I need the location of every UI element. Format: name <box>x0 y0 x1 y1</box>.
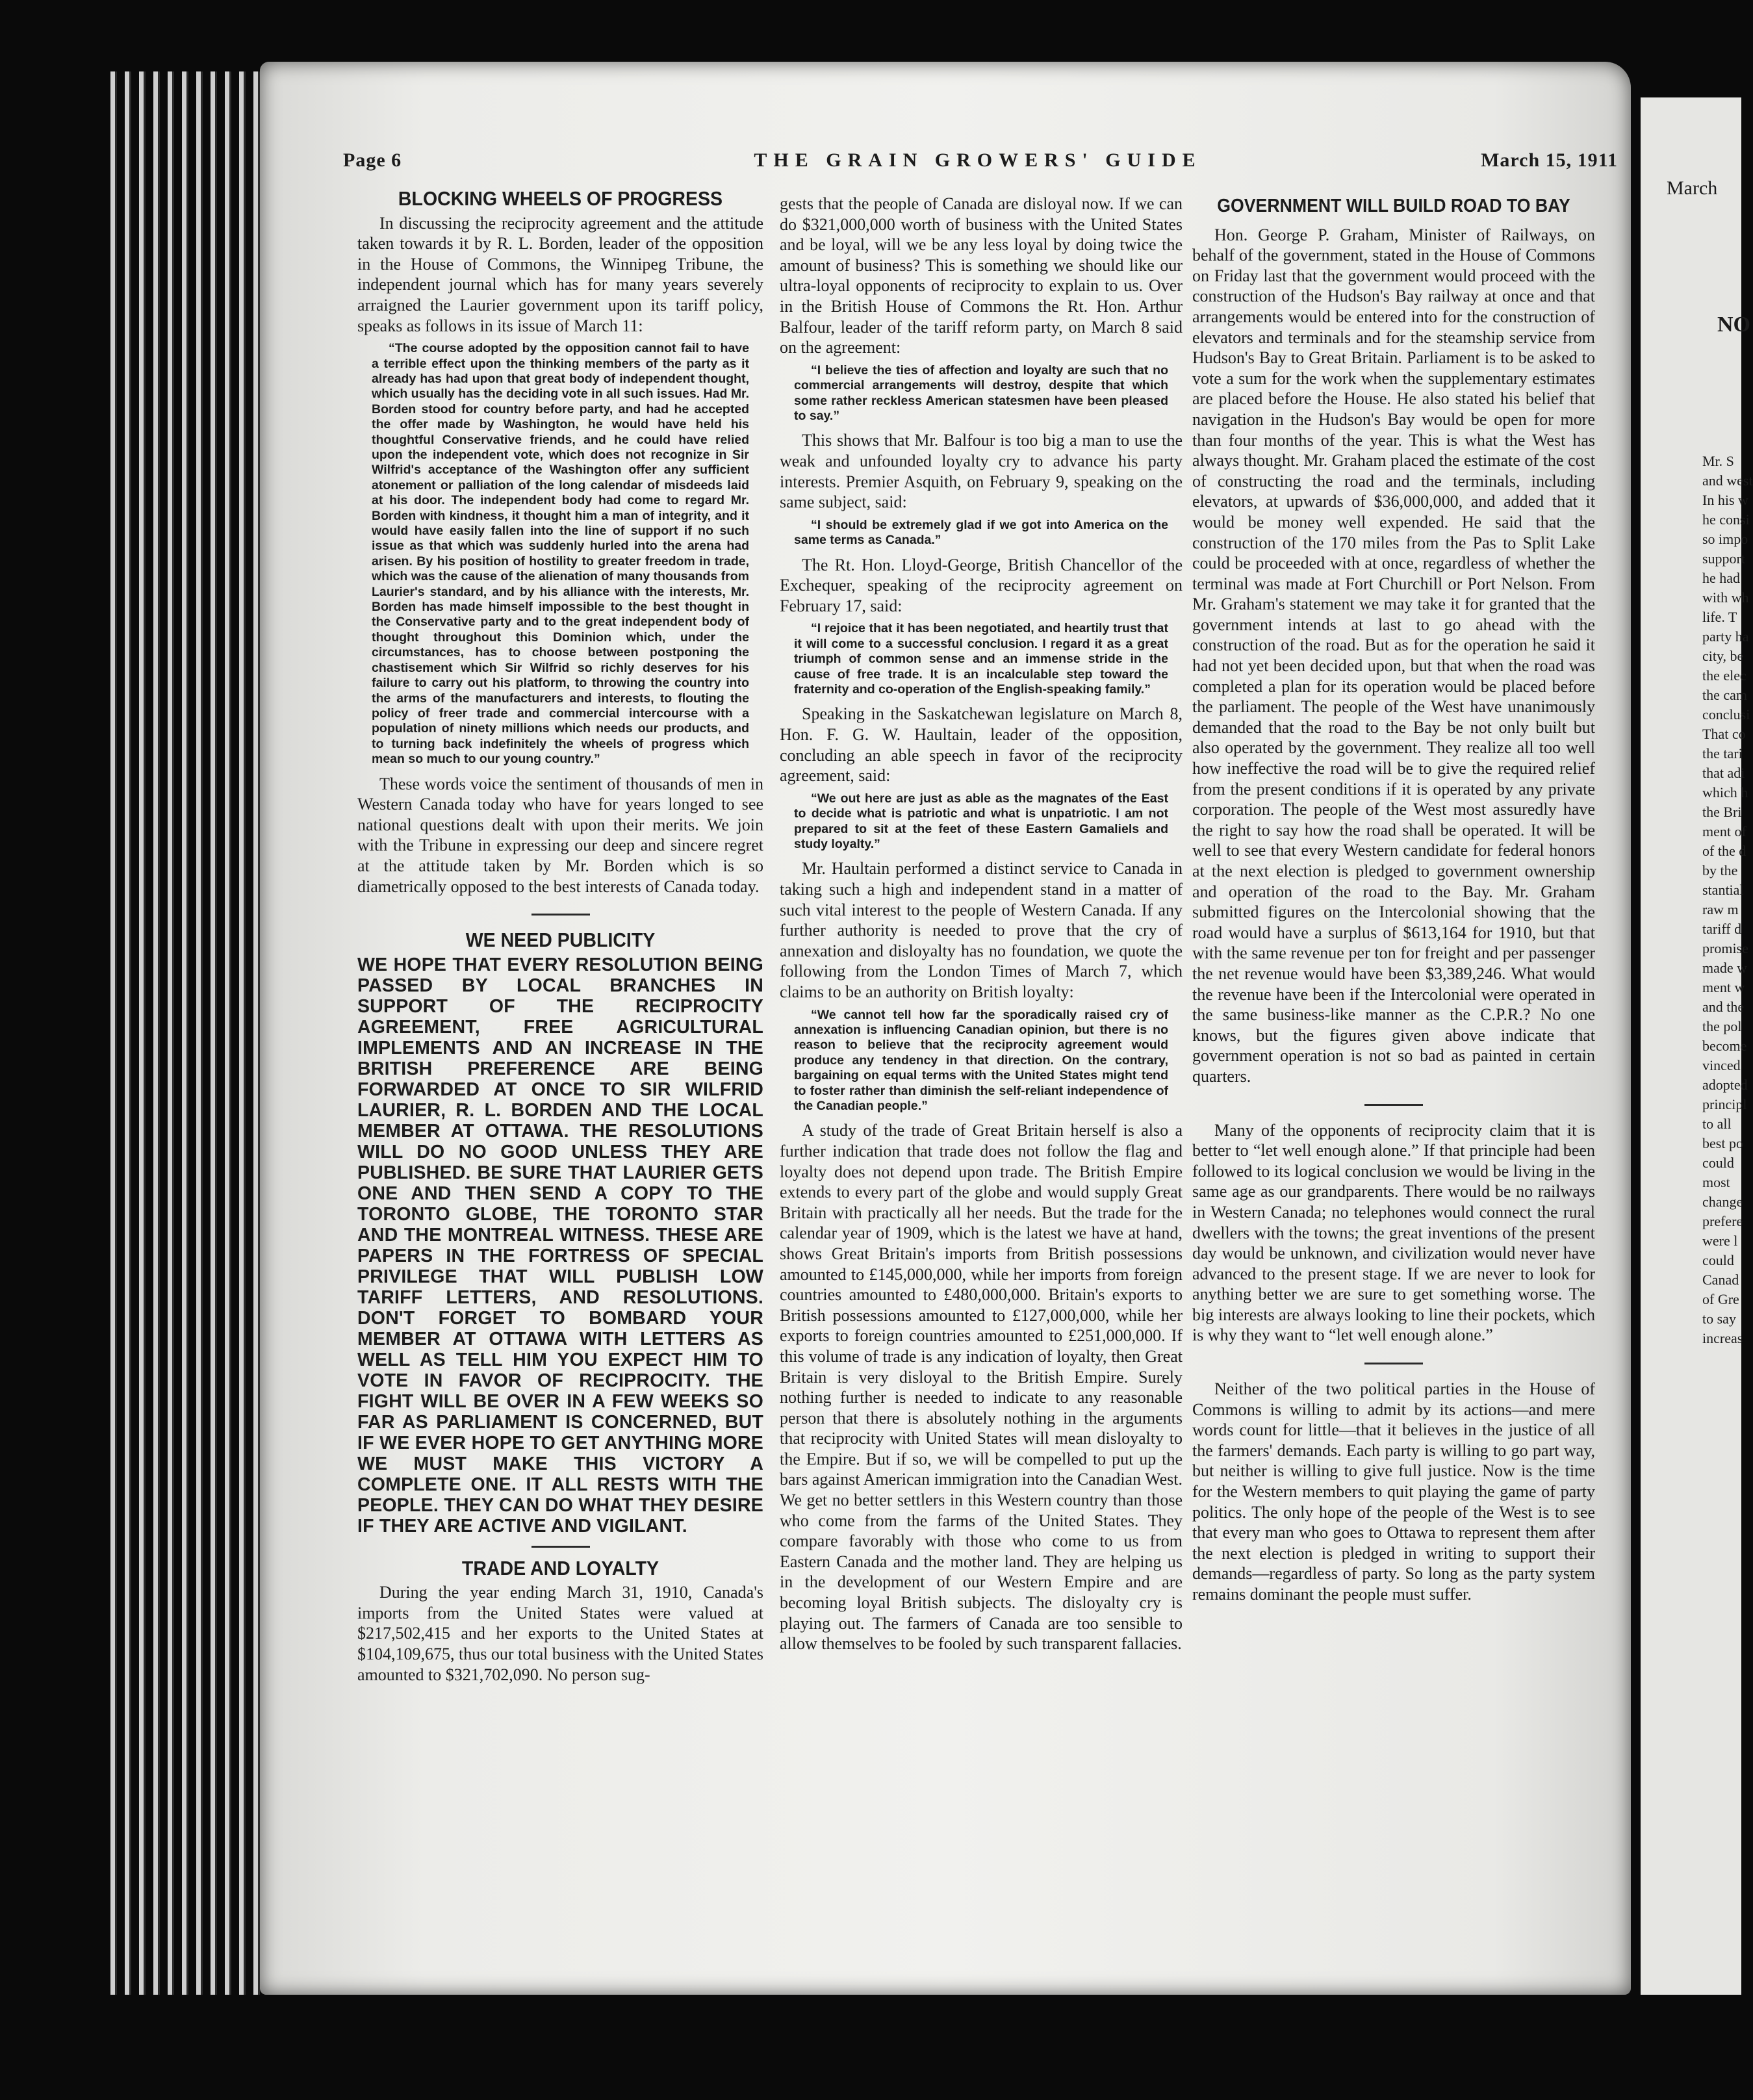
next-page-fragment: could <box>1702 1252 1734 1268</box>
let-well-alone-paragraph: Many of the opponents of reciprocity claim that it is better to “let well enough alone.” If that principle had been followed to its logical conclusion we would be living in the same age as our grandparents. There would be no railways in Western Canada; no telephones would connect the rural dwellers with the towns; the great inventions of the present day would be unknown, and civilization would never have advanced to the present stage. If we are never to look for anything better we are sure to get something worse. The big interests are always looking to line their pockets, which is why they want to “let well enough alone.” <box>1192 1120 1595 1345</box>
next-page-fragment: by the <box>1702 862 1738 878</box>
page-header <box>338 149 1618 175</box>
haultain-quote: “We out here are just as able as the magnates of the East to decide what is patriotic and what is unpatriotic. I am not prepared to sit at the feet of these Eastern Gamaliels and study loyalty.” <box>794 791 1168 851</box>
next-page-fragment: That co <box>1702 726 1746 742</box>
party-system-paragraph: Neither of the two political parties in the House of Commons is willing to admit by its actions—and mere words count for little—that it believes in the justice of all the farmers' demands. Each party is willing to go part way, but neither is willing to give full justice. Now is the time for the Western members to quit playing the game of party politics. The only hope of the people of the West is to see that every man who goes to Ottawa to represent them after the next election is pledged in writing to support their demands—regardless of party. So long as the party system remains dominant the people must suffer. <box>1192 1379 1595 1604</box>
next-page-fragment: could <box>1702 1155 1734 1171</box>
column-1 <box>357 188 763 1690</box>
next-page-fragment: ment w <box>1702 979 1745 995</box>
next-page-fragment: of Gre <box>1702 1291 1739 1307</box>
next-page-fragment: Canad <box>1702 1272 1739 1288</box>
next-page-fragment: ment of <box>1702 823 1747 839</box>
divider <box>1364 1104 1423 1106</box>
next-page-fragment: of the d <box>1702 843 1747 859</box>
next-page-fragment: so impo <box>1702 531 1748 547</box>
article-title-trade: TRADE AND LOYALTY <box>461 1556 659 1580</box>
next-page-header: March <box>1667 177 1718 199</box>
balfour-quote: “I believe the ties of affection and loyalty are such that no commercial arrangements will destroy, despite that which some rather reckless American statesmen have been pleased to say.” <box>794 363 1168 423</box>
next-page-fragment: the tari <box>1702 745 1743 762</box>
next-page-fragment: stantial <box>1702 882 1744 898</box>
next-page-fragment: best po <box>1702 1135 1743 1151</box>
next-page-fragment: prefere <box>1702 1213 1743 1229</box>
blocking-intro: In discussing the reciprocity agreement and the attitude taken towards it by R. L. Borden, leader of the opposition in the House of Commons, the Winnipeg Tribune, the independent journal which has for many years severely arraigned the Laurier government upon its tariff policy, speaks as follows in its issue of March 11: <box>357 213 763 335</box>
next-page-fragment: Mr. S <box>1702 453 1734 469</box>
london-times-quote: “We cannot tell how far the sporadically raised cry of annexation is influencing Canadian opinion, but there is no reason to believe that the reciprocity agreement would produce any tendency in that direction. On the contrary, bargaining on equal terms with the United States might tend to foster rather than diminish the self-reliant independence of the Canadian people.” <box>794 1007 1168 1113</box>
next-page-fragment: increas <box>1702 1330 1743 1346</box>
haultain-comment: Mr. Haultain performed a distinct service to Canada in taking such a high and independent stand in a matter of such vital interest to the people of Western Canada. If any further authority is needed to prove that the cry of annexation and disloyalty has no foundation, we quote the following from the London Times of March 7, which claims to be an authority on British loyalty: <box>780 859 1183 1001</box>
next-page-fragment: to all <box>1702 1116 1732 1132</box>
british-trade-paragraph: A study of the trade of Great Britain herself is also a further indication that trade does not follow the flag and loyalty does not depend upon trade. The British Empire extends to every part of the globe and would supply Great Britain with practically all her needs. But the trade for the calendar year of 1909, which is the latest we have at hand, shows Great Britain's imports from British possessions amounted to £145,000,000, while her imports from foreign countries amounted to £480,000,000. Britain's exports to British possessions amounted to £127,000,000, while her exports to foreign countries amounted to £251,000,000. If this volume of trade is any indication of loyalty, then Great Britain is very disloyal to the British Empire. Surely nothing further is needed to indicate to any reasonable person that there is absolutely nothing in the arguments that reciprocity with United States will mean disloyalty to the Empire. But if so, we will be compelled to put up the bars against American immigration into the Canadian West. We get no better settlers in this Western country than those who come from the farms of the United States. They compare favorably with those who come to us from Eastern Canada and the mother land. They are helping us in the development of our Western Empire and are becoming loyal British subjects. The disloyalty cry is playing out. The farmers of Canada are too sensible to allow themselves to be fooled by such transparent fallacies. <box>780 1121 1183 1654</box>
column-2 <box>780 194 1183 1659</box>
lloyd-george-quote: “I rejoice that it has been negotiated, and heartily trust that it will come to a successful conclusion. I regard it as a great triumph of common sense and an immense stride in the cause of free trade. It is an incalculable step toward the fraternity and co-operation of the English-speaking family.” <box>794 621 1168 697</box>
publicity-body: WE HOPE THAT EVERY RESOLUTION BEING PASSED BY LOCAL BRANCHES IN SUPPORT OF THE RECIPROCITY AGREEMENT, FREE AGRICULTURAL IMPLEMENTS AND AN INCREASE IN THE BRITISH PREFERENCE ARE BEING FORWARDED AT ONCE TO SIR WILFRID LAURIER, R. L. BORDEN AND THE LOCAL MEMBER AT OTTAWA. THE RESOLUTIONS WILL DO NO GOOD UNLESS THEY ARE PUBLISHED. BE SURE THAT LAURIER GETS ONE AND THEN SEND A COPY TO THE TORONTO GLOBE, THE TORONTO STAR AND THE MONTREAL WITNESS. THESE ARE PAPERS IN THE FORTRESS OF SPECIAL PRIVILEGE THAT WILL PUBLISH LOW TARIFF LETTERS, AND RESOLUTIONS. DON'T FORGET TO BOMBARD YOUR MEMBER AT OTTAWA WITH LETTERS AS WELL AS TELL HIM YOU EXPECT HIM TO VOTE IN FAVOR OF RECIPROCITY. THE FIGHT WILL BE OVER IN A FEW WEEKS SO FAR AS PARLIAMENT IS CONCERNED, BUT IF WE EVER HOPE TO GET ANYTHING MORE WE MUST MAKE THIS VICTORY A COMPLETE ONE. IT ALL RESTS WITH THE PEOPLE. THEY CAN DO WHAT THEY DESIRE IF THEY ARE ACTIVE AND VIGILANT. <box>357 954 763 1537</box>
next-page-fragment: the elec <box>1702 667 1747 684</box>
next-page-text-fragments <box>1641 335 1753 1348</box>
next-page-fragment: party ha <box>1702 628 1749 645</box>
trade-body: During the year ending March 31, 1910, Canada's imports from the United States were valued at $217,502,415 and her exports to the United States at $104,109,675, thus our total business with the United States amounted to $321,702,090. No person sug- <box>357 1583 763 1684</box>
page-number: Page 6 <box>343 149 402 171</box>
next-page-fragment: the cam <box>1702 687 1748 703</box>
next-page-fragment: tariff d <box>1702 921 1742 937</box>
article-title-publicity: WE NEED PUBLICITY <box>465 928 656 952</box>
masthead: THE GRAIN GROWERS' GUIDE <box>754 149 1202 171</box>
next-page-fragment: were l <box>1702 1233 1738 1249</box>
next-page-fragment: vinced <box>1702 1057 1741 1073</box>
divider <box>1364 1363 1423 1364</box>
road-body: Hon. George P. Graham, Minister of Railways, on behalf of the government, stated in the House of Commons on Friday last that the government would proceed with the construction of the Hudson's Bay railway at once and that arrangements would be entered into for the construction of elevators and terminals and for the steamship service from Hudson's Bay to Great Britain. Parliament is to be asked to vote a sum for the work when the supplementary estimates are placed before the House. He also stated his belief that navigation in the Hudson's Bay would be open for more than four months of the year. This is what the West has always thought. Mr. Graham placed the estimate of the cost of constructing the road and the terminals, including elevators, at upwards of $36,000,000, and added that it would be money well expended. He said that the construction of the 170 miles from the Pas to Split Lake could be proceeded with at once, regardless of whether the terminal was made at Fort Churchill or Port Nelson. From Mr. Graham's statement we may take it for granted that the government intends at last to go ahead with the construction of the road. But as for the operation he said it had not yet been decided upon, but that when the road was completed a plan for its operation would be placed before the parliament. The people of the West have unanimously demanded that the road to the Bay be not only built but also operated by the government. They realize all too well how ineffective the road will be to give the required relief from the present conditions if it is operated by any private corporation. The people of the West most assuredly have the right to say how the road shall be operated. It will be well to see that every Western candidate for federal honors at the next election is pledged to government ownership and operation of the road to the Bay. Mr. Graham submitted figures on the Intercolonial showing that the road would have a surplus of $613,164 for 1910, but that with the same revenue per ton for freight and per passenger the net revenue would have been $3,389,246. What would the revenue have been if the Intercolonial were operated in the same business-like manner as the C.P.R.? No one knows, but the figures given above indicate that government operation is not so bad as painted in certain quarters. <box>1192 225 1595 1086</box>
next-page-fragment: with wh <box>1702 589 1749 606</box>
next-page-fragment: to say <box>1702 1311 1736 1327</box>
next-page-edge <box>1641 97 1753 1995</box>
trade-continued: gests that the people of Canada are disloyal now. If we can do $321,000,000 worth of business with the United States and be loyal, will we be any less loyal by doing twice the amount of business? This is something we should like our ultra-loyal opponents of reciprocity to explain to us. Over in the British House of Commons the Rt. Hon. Arthur Balfour, leader of the tariff reform party, on March 8 said on the agreement: <box>780 194 1183 357</box>
next-page-fragment: most <box>1702 1174 1730 1190</box>
next-page-fragment: he had <box>1702 570 1741 586</box>
next-page-fragment: made w <box>1702 960 1748 976</box>
next-page-fragment: the Bri <box>1702 804 1742 820</box>
next-page-fragment: promise <box>1702 940 1748 956</box>
next-page-fragment: adopted <box>1702 1077 1748 1093</box>
next-page-fragment: and west <box>1702 472 1753 489</box>
lloyd-george-intro: The Rt. Hon. Lloyd-George, British Chancellor of the Exchequer, speaking of the reciprocity agreement on February 17, said: <box>780 555 1183 615</box>
issue-date: March 15, 1911 <box>1481 149 1618 171</box>
next-page-fragment: raw m <box>1702 901 1739 917</box>
blocking-closing: These words voice the sentiment of thousands of men in Western Canada today who have for years longed to see national questions dealt with upon their merits. We join with the Tribune in expressing our deep and sincere regret at the attitude taken by Mr. Borden which is so diametrically opposed to the best interests of Canada today. <box>357 774 763 896</box>
next-page-fragment: life. T <box>1702 609 1737 625</box>
haultain-intro: Speaking in the Saskatchewan legislature on March 8, Hon. F. G. W. Haultain, leader of the opposition, concluding an able speech in favor of the reciprocity agreement, said: <box>780 704 1183 786</box>
asquith-quote: “I should be extremely glad if we got into America on the same terms as Canada.” <box>794 517 1168 548</box>
article-title-road: GOVERNMENT WILL BUILD ROAD TO BAY <box>1217 196 1570 216</box>
next-page-fragment: change <box>1702 1194 1743 1210</box>
next-page-fragment: In his w <box>1702 492 1748 508</box>
next-page-heading-fragment: NO <box>1717 313 1750 337</box>
column-3 <box>1192 188 1595 1610</box>
balfour-comment: This shows that Mr. Balfour is too big a man to use the weak and unfounded loyalty cry to advance his party interests. Premier Asquith, on February 9, speaking on the same subject, said: <box>780 431 1183 512</box>
tribune-quote: “The course adopted by the opposition cannot fail to have a terrible effect upon the thinking members of the party as it already has had upon that great body of independent thought, which usually has the deciding vote in all such issues. Had Mr. Borden stood for country before party, and had he accepted the offer made by Washington, he would have held his thoughtful Conservative friends, and he could have relied upon the independent vote, which does not recognize in Sir Wilfrid's acceptance of the Washington offer any sufficient atonement or palliation of the long calendar of misdeeds laid at his door. The independent body had come to regard Mr. Borden with kindness, it thought him a man of integrity, and it would have easily fallen into the line of support if no such issue as that which was suddenly hurled into the arena had arisen. By his position of hostility to greater freedom in trade, which was the cause of the alienation of many thousands from Laurier's standard, and by his alliance with the interests, Mr. Borden has made himself impossible to the best thought in the Conservative party and to the great independent body of thought throughout this Dominion which, under the circumstances, has to choose between postponing the chastisement which Sir Wilfrid so richly deserves for his failure to carry out his platform, to throwing the country into the arms of the manufacturers and interests, to flouting the policy of freer trade and commercial intercourse with a population of ninety millions which needs our products, and to turning back indefinitely the wheels of progress which mean so much to our young country.” <box>372 341 749 767</box>
next-page-fragment: and the <box>1702 999 1745 1015</box>
next-page-fragment: he consi <box>1702 511 1750 528</box>
next-page-fragment: city, be <box>1702 648 1744 664</box>
next-page-fragment: support <box>1702 550 1745 567</box>
article-title-blocking: BLOCKING WHEELS OF PROGRESS <box>398 187 723 210</box>
next-page-fragment: which h <box>1702 784 1748 800</box>
next-page-fragment: principl <box>1702 1096 1747 1112</box>
next-page-fragment: that adi <box>1702 765 1745 781</box>
divider <box>531 914 590 916</box>
next-page-fragment: become <box>1702 1038 1747 1054</box>
next-page-fragment: the pol <box>1702 1018 1742 1034</box>
next-page-fragment: conclusi <box>1702 706 1750 723</box>
divider <box>531 1546 590 1548</box>
